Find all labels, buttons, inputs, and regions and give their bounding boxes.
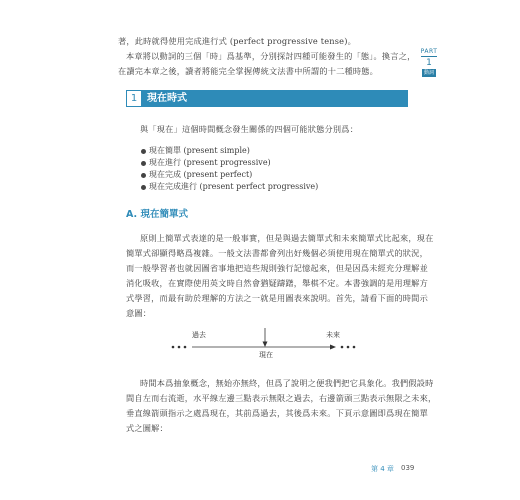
section-number: 1 bbox=[127, 91, 141, 106]
footer-chapter: 第 4 章 bbox=[371, 465, 394, 473]
part-label: PART bbox=[420, 48, 438, 55]
future-ellipsis-dot bbox=[341, 346, 344, 349]
bullet-dot-icon bbox=[141, 173, 146, 178]
para2-line-4: 式之圖解： bbox=[126, 423, 168, 433]
bullet-item: 現在進行 (present progressive) bbox=[141, 157, 271, 169]
bullet-dot-icon bbox=[141, 149, 146, 154]
para1-line-4: 消化吸收，在實際使用英文時自然會猶疑躊躇，舉棋不定。本書強調的是用理解方 bbox=[126, 278, 428, 288]
section-title: 現在時式 bbox=[147, 93, 187, 104]
past-ellipsis-dot bbox=[184, 346, 187, 349]
bullet-item: 現在完成 (present perfect) bbox=[141, 169, 252, 181]
now-marker-arrow-icon bbox=[263, 342, 268, 348]
bullet-item: 現在完成進行 (present perfect progressive) bbox=[141, 181, 318, 193]
timeline-past-label: 過去 bbox=[192, 331, 206, 339]
timeline-arrow-icon bbox=[330, 345, 336, 350]
para1-line-2: 簡單式卻顯得略爲複雜。一般文法書都會列出好幾個必須使用現在簡單式的狀況， bbox=[126, 248, 428, 258]
timeline-future-label: 未來 bbox=[326, 331, 340, 339]
intro-line-3: 在讀完本章之後，讀者將能完全掌握傳統文法書中所謂的十二種時態。 bbox=[118, 66, 379, 76]
past-ellipsis-dot bbox=[178, 346, 181, 349]
para1-line-6: 意圖： bbox=[126, 308, 152, 318]
future-ellipsis-dot bbox=[353, 346, 356, 349]
intro-line-2: 本章將以動詞的三個「時」爲基準，分別探討四種可能發生的「態」。換言之， bbox=[126, 51, 416, 61]
part-side-tab bbox=[416, 48, 442, 77]
footer-page-number: 039 bbox=[401, 464, 415, 472]
subsection-title: A. 現在簡單式 bbox=[126, 209, 188, 220]
past-ellipsis-dot bbox=[172, 346, 175, 349]
part-number: 1 bbox=[426, 58, 432, 68]
bullet-dot-icon bbox=[141, 161, 146, 166]
para1-line-3: 而一般學習者也就因圖省事地把這些規則強行記憶起來，但是因爲未經充分理解並 bbox=[126, 263, 428, 273]
section-intro: 與「現在」這個時間概念發生關係的四個可能狀態分別爲： bbox=[140, 124, 359, 134]
timeline-diagram bbox=[160, 326, 370, 366]
bullet-dot-icon bbox=[141, 185, 146, 190]
para2-line-3: 垂直線箭頭指示之處爲現在，其前爲過去，其後爲未來。下頁示意圖即爲現在簡單 bbox=[126, 408, 428, 418]
intro-line-1: 著，此時就得使用完成進行式 (perfect progressive tense)。 bbox=[118, 36, 357, 46]
para1-line-5: 式學習，而最有助於理解的方法之一就是用圖表來說明。首先，請看下面的時間示 bbox=[126, 293, 428, 303]
timeline-now-label: 現在 bbox=[259, 351, 273, 359]
para2-line-2: 間自左而右流逝，水平線左邊三點表示無限之過去，右邊箭頭三點表示無限之未來， bbox=[126, 393, 437, 403]
part-divider bbox=[421, 56, 437, 57]
bullet-item: 現在簡單 (present simple) bbox=[141, 145, 250, 157]
para2-line-1: 時間本爲抽象概念，無始亦無終，但爲了說明之便我們把它具象化。我們假設時 bbox=[140, 378, 434, 388]
part-topic-label: 動詞 bbox=[423, 70, 434, 76]
para1-line-1: 原則上簡單式表達的是一般事實，但是與過去簡單式和未來簡單式比起來，現在 bbox=[140, 233, 434, 243]
future-ellipsis-dot bbox=[347, 346, 350, 349]
